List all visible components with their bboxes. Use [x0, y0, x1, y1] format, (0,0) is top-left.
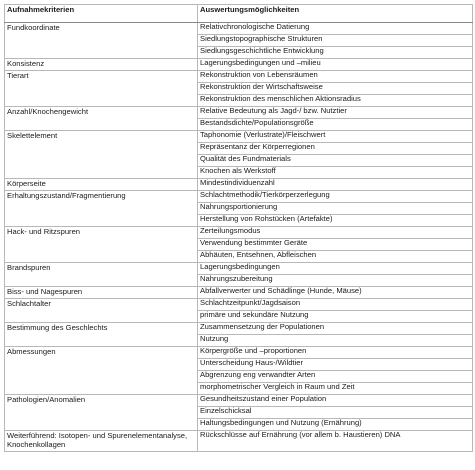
table-row	[5, 395, 473, 407]
criterion-cell: Bestimmung des Geschlechts	[5, 323, 198, 347]
criterion-cell: Hack- und Ritzspuren	[5, 227, 198, 263]
table-row	[5, 263, 473, 275]
evaluation-cell: Relativchronologische Datierung	[198, 23, 473, 35]
evaluation-cell: Repräsentanz der Körperregionen	[198, 143, 473, 155]
table-row	[5, 431, 473, 452]
criterion-cell: Pathologien/Anomalien	[5, 395, 198, 431]
table-row	[5, 191, 473, 203]
evaluation-cell: Körpergröße und –proportionen	[198, 347, 473, 359]
evaluation-cell: Einzelschicksal	[198, 407, 473, 419]
table-row	[5, 107, 473, 119]
criterion-cell: Konsistenz	[5, 59, 198, 71]
criterion-cell: Weiterführend: Isotopen- und Spurenelementanalyse, Knochenkollagen	[5, 431, 198, 452]
document-page	[4, 4, 472, 452]
evaluation-cell: Abgrenzung eng verwandter Arten	[198, 371, 473, 383]
evaluation-cell: Rückschlüsse auf Ernährung (vor allem b. Haustieren) DNA	[198, 431, 473, 452]
evaluation-cell: Relative Bedeutung als Jagd-/ bzw. Nutztier	[198, 107, 473, 119]
table-row	[5, 179, 473, 191]
table-row	[5, 299, 473, 311]
criterion-cell: Erhaltungszustand/Fragmentierung	[5, 191, 198, 227]
evaluation-cell: Haltungsbedingungen und Nutzung (Ernährung)	[198, 419, 473, 431]
evaluation-cell: Lagerungsbedingungen und –milieu	[198, 59, 473, 71]
table-row	[5, 347, 473, 359]
evaluation-cell: Lagerungsbedingungen	[198, 263, 473, 275]
criterion-cell: Tierart	[5, 71, 198, 107]
table-row	[5, 131, 473, 143]
criterion-cell: Schlachtalter	[5, 299, 198, 323]
table-row	[5, 59, 473, 71]
table-body	[5, 23, 473, 452]
table-row	[5, 227, 473, 239]
evaluation-cell: Verwendung bestimmter Geräte	[198, 239, 473, 251]
table-row	[5, 23, 473, 35]
evaluation-cell: primäre und sekundäre Nutzung	[198, 311, 473, 323]
evaluation-cell: Herstellung von Rohstücken (Artefakte)	[198, 215, 473, 227]
criterion-cell: Biss- und Nagespuren	[5, 287, 198, 299]
header-criteria: Aufnahmekriterien	[5, 5, 198, 23]
evaluation-cell: Nahrungsportionierung	[198, 203, 473, 215]
evaluation-cell: Knochen als Werkstoff	[198, 167, 473, 179]
criteria-table	[4, 4, 473, 452]
evaluation-cell: Rekonstruktion des menschlichen Aktionsradius	[198, 95, 473, 107]
evaluation-cell: Mindestindividuenzahl	[198, 179, 473, 191]
evaluation-cell: Schlachtmethodik/Tierkörperzerlegung	[198, 191, 473, 203]
table-row	[5, 287, 473, 299]
evaluation-cell: Taphonomie (Verlustrate)/Fleischwert	[198, 131, 473, 143]
evaluation-cell: Abhäuten, Entsehnen, Abfleischen	[198, 251, 473, 263]
criterion-cell: Körperseite	[5, 179, 198, 191]
criterion-cell: Skelettelement	[5, 131, 198, 179]
evaluation-cell: Siedlungstopographische Strukturen	[198, 35, 473, 47]
evaluation-cell: Bestandsdichte/Populationsgröße	[198, 119, 473, 131]
evaluation-cell: Schlachtzeitpunkt/Jagdsaison	[198, 299, 473, 311]
evaluation-cell: Zusammensetzung der Populationen	[198, 323, 473, 335]
table-row	[5, 71, 473, 83]
criterion-cell: Fundkoordinate	[5, 23, 198, 59]
table-row	[5, 323, 473, 335]
criterion-cell: Abmessungen	[5, 347, 198, 395]
evaluation-cell: Zerteilungsmodus	[198, 227, 473, 239]
criterion-cell: Brandspuren	[5, 263, 198, 287]
table-header-row	[5, 5, 473, 23]
evaluation-cell: Abfallverwerter und Schädlinge (Hunde, Mäuse)	[198, 287, 473, 299]
criterion-cell: Anzahl/Knochengewicht	[5, 107, 198, 131]
evaluation-cell: Gesundheitszustand einer Population	[198, 395, 473, 407]
evaluation-cell: Unterscheidung Haus-/Wildtier	[198, 359, 473, 371]
evaluation-cell: Nahrungszubereitung	[198, 275, 473, 287]
header-evaluation: Auswertungsmöglichkeiten	[198, 5, 473, 23]
evaluation-cell: Rekonstruktion von Lebensräumen	[198, 71, 473, 83]
evaluation-cell: Nutzung	[198, 335, 473, 347]
evaluation-cell: morphometrischer Vergleich in Raum und Zeit	[198, 383, 473, 395]
evaluation-cell: Rekonstruktion der Wirtschaftsweise	[198, 83, 473, 95]
evaluation-cell: Siedlungsgeschichtliche Entwicklung	[198, 47, 473, 59]
evaluation-cell: Qualität des Fundmaterials	[198, 155, 473, 167]
